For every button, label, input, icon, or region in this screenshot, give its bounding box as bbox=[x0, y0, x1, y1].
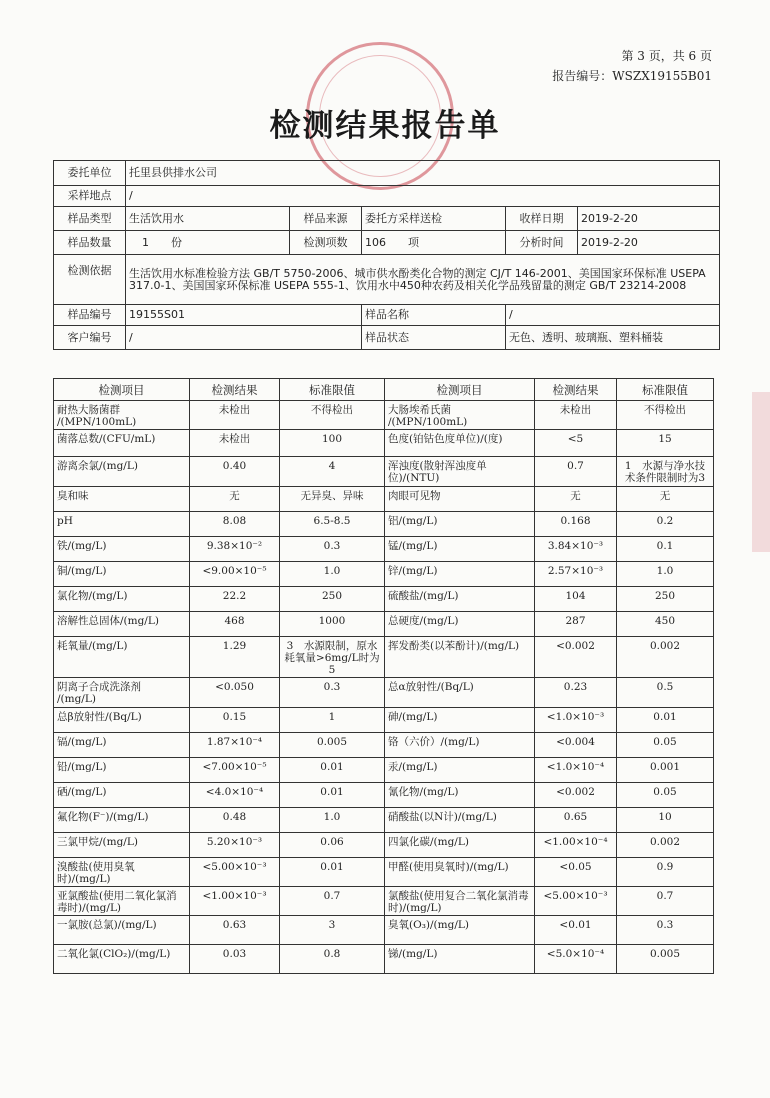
cell-limit: 0.001 bbox=[617, 758, 714, 783]
sample-state-value: 无色、透明、玻璃瓶、塑料桶装 bbox=[506, 326, 720, 350]
cell-limit: 3 水源限制，原水耗氧量>6mg/L时为5 bbox=[280, 637, 385, 678]
cell-result: 0.7 bbox=[535, 457, 617, 487]
sample-name-value: / bbox=[506, 305, 720, 326]
cell-result: 1.87×10⁻⁴ bbox=[190, 733, 280, 758]
cell-item: 总α放射性/(Bq/L) bbox=[385, 678, 535, 708]
test-items-label: 检测项数 bbox=[290, 231, 362, 255]
analysis-date-label: 分析时间 bbox=[506, 231, 578, 255]
cell-limit: 250 bbox=[280, 587, 385, 612]
cell-limit: 0.8 bbox=[280, 945, 385, 974]
cell-result: <7.00×10⁻⁵ bbox=[190, 758, 280, 783]
cell-limit: 1 bbox=[280, 708, 385, 733]
cell-item: 锌/(mg/L) bbox=[385, 562, 535, 587]
cell-item: 氯酸盐(使用复合二氧化氯消毒时)/(mg/L) bbox=[385, 887, 535, 916]
cell-item: 肉眼可见物 bbox=[385, 487, 535, 512]
cell-item: 四氯化碳/(mg/L) bbox=[385, 833, 535, 858]
cell-item: 氰化物/(mg/L) bbox=[385, 783, 535, 808]
sample-info-table bbox=[53, 160, 720, 350]
cell-limit: 0.01 bbox=[617, 708, 714, 733]
page-info bbox=[552, 46, 712, 86]
cell-limit: 250 bbox=[617, 587, 714, 612]
col-header-item-right: 检测项目 bbox=[385, 379, 535, 401]
col-header-result-right: 检测结果 bbox=[535, 379, 617, 401]
cell-result: 5.20×10⁻³ bbox=[190, 833, 280, 858]
cell-item: 阴离子合成洗涤剂 /(mg/L) bbox=[54, 678, 190, 708]
table-row bbox=[54, 587, 714, 612]
cell-limit: 100 bbox=[280, 430, 385, 457]
sample-name-label: 样品名称 bbox=[362, 305, 506, 326]
customer-no-value: / bbox=[126, 326, 362, 350]
table-row bbox=[54, 783, 714, 808]
cell-result: <1.00×10⁻⁴ bbox=[535, 833, 617, 858]
cell-result: 无 bbox=[190, 487, 280, 512]
site-value: / bbox=[126, 186, 720, 207]
cell-item: 大肠埃希氏菌 /(MPN/100mL) bbox=[385, 401, 535, 430]
cell-item: 硒/(mg/L) bbox=[54, 783, 190, 808]
table-row bbox=[54, 512, 714, 537]
cell-item: 三氯甲烷/(mg/L) bbox=[54, 833, 190, 858]
cell-limit: 0.01 bbox=[280, 783, 385, 808]
cell-result: <0.004 bbox=[535, 733, 617, 758]
cell-result: <1.0×10⁻⁴ bbox=[535, 758, 617, 783]
cell-result: 0.65 bbox=[535, 808, 617, 833]
sample-qty-value: 1 份 bbox=[126, 231, 290, 255]
cell-item: 锑/(mg/L) bbox=[385, 945, 535, 974]
cell-item: 总β放射性/(Bq/L) bbox=[54, 708, 190, 733]
results-header-row bbox=[54, 379, 714, 401]
cell-result: 468 bbox=[190, 612, 280, 637]
table-row bbox=[54, 833, 714, 858]
customer-no-label: 客户编号 bbox=[54, 326, 126, 350]
cell-limit: 15 bbox=[617, 430, 714, 457]
cell-limit: 0.005 bbox=[280, 733, 385, 758]
sample-source-label: 样品来源 bbox=[290, 207, 362, 231]
cell-result: <0.002 bbox=[535, 783, 617, 808]
table-row bbox=[54, 733, 714, 758]
cell-limit: 6.5-8.5 bbox=[280, 512, 385, 537]
cell-item: 菌落总数/(CFU/mL) bbox=[54, 430, 190, 457]
cell-result: <4.0×10⁻⁴ bbox=[190, 783, 280, 808]
cell-result: 287 bbox=[535, 612, 617, 637]
table-row bbox=[54, 708, 714, 733]
site-label: 采样地点 bbox=[54, 186, 126, 207]
cell-item: 硫酸盐/(mg/L) bbox=[385, 587, 535, 612]
cell-result: 9.38×10⁻² bbox=[190, 537, 280, 562]
cell-result: 0.03 bbox=[190, 945, 280, 974]
cell-result: <9.00×10⁻⁵ bbox=[190, 562, 280, 587]
cell-result: <5.00×10⁻³ bbox=[535, 887, 617, 916]
cell-limit: 0.01 bbox=[280, 758, 385, 783]
cell-result: <0.01 bbox=[535, 916, 617, 945]
cell-item: 臭和味 bbox=[54, 487, 190, 512]
cell-item: 总硬度/(mg/L) bbox=[385, 612, 535, 637]
cell-limit: 不得检出 bbox=[280, 401, 385, 430]
cell-result: 0.15 bbox=[190, 708, 280, 733]
table-row bbox=[54, 945, 714, 974]
table-row bbox=[54, 457, 714, 487]
sample-state-label: 样品状态 bbox=[362, 326, 506, 350]
sample-no-value: 19155S01 bbox=[126, 305, 362, 326]
cell-result: <0.050 bbox=[190, 678, 280, 708]
cell-limit: 1000 bbox=[280, 612, 385, 637]
cell-limit: 0.2 bbox=[617, 512, 714, 537]
cell-limit: 3 bbox=[280, 916, 385, 945]
cell-result: 0.48 bbox=[190, 808, 280, 833]
cell-limit: 4 bbox=[280, 457, 385, 487]
cell-item: 色度(铂钴色度单位)/(度) bbox=[385, 430, 535, 457]
cell-limit: 0.7 bbox=[280, 887, 385, 916]
cell-item: 硝酸盐(以N计)/(mg/L) bbox=[385, 808, 535, 833]
cell-item: 耗氧量/(mg/L) bbox=[54, 637, 190, 678]
cell-result: 0.23 bbox=[535, 678, 617, 708]
cell-item: 溴酸盐(使用臭氧时)/(mg/L) bbox=[54, 858, 190, 887]
cell-item: 氯化物/(mg/L) bbox=[54, 587, 190, 612]
cell-result: 0.40 bbox=[190, 457, 280, 487]
cell-result: <0.05 bbox=[535, 858, 617, 887]
cell-limit: 0.06 bbox=[280, 833, 385, 858]
table-row bbox=[54, 808, 714, 833]
cell-item: 铁/(mg/L) bbox=[54, 537, 190, 562]
table-row bbox=[54, 537, 714, 562]
cell-limit: 10 bbox=[617, 808, 714, 833]
cell-item: 铜/(mg/L) bbox=[54, 562, 190, 587]
client-label: 委托单位 bbox=[54, 161, 126, 186]
results-table bbox=[53, 378, 714, 974]
cell-item: 氟化物(F⁻)/(mg/L) bbox=[54, 808, 190, 833]
cell-item: 挥发酚类(以苯酚计)/(mg/L) bbox=[385, 637, 535, 678]
cell-limit: 1.0 bbox=[617, 562, 714, 587]
basis-value: 生活饮用水标准检验方法 GB/T 5750-2006、城市供水酚类化合物的测定 CJ/T 146-2001、美国国家环保标准 USEPA 317.0-1、美国国家环保标准 USEPA 555-1、饮用水中450种农药及相关化学品残留量的测定 GB/T 23214-2008 bbox=[126, 255, 720, 305]
cell-result: 0.63 bbox=[190, 916, 280, 945]
cell-result: <0.002 bbox=[535, 637, 617, 678]
cell-item: 镉/(mg/L) bbox=[54, 733, 190, 758]
sample-type-value: 生活饮用水 bbox=[126, 207, 290, 231]
basis-label: 检测依据 bbox=[54, 255, 126, 305]
cell-limit: 0.5 bbox=[617, 678, 714, 708]
sample-qty-label: 样品数量 bbox=[54, 231, 126, 255]
cell-item: 砷/(mg/L) bbox=[385, 708, 535, 733]
cell-limit: 0.01 bbox=[280, 858, 385, 887]
cell-limit: 0.3 bbox=[280, 678, 385, 708]
edge-seal-stamp bbox=[752, 392, 770, 552]
table-row bbox=[54, 678, 714, 708]
cell-item: 甲醛(使用臭氧时)/(mg/L) bbox=[385, 858, 535, 887]
cell-item: 亚氯酸盐(使用二氧化氯消毒时)/(mg/L) bbox=[54, 887, 190, 916]
col-header-result-left: 检测结果 bbox=[190, 379, 280, 401]
col-header-limit-right: 标准限值 bbox=[617, 379, 714, 401]
receive-date-label: 收样日期 bbox=[506, 207, 578, 231]
cell-item: 汞/(mg/L) bbox=[385, 758, 535, 783]
cell-limit: 1.0 bbox=[280, 808, 385, 833]
cell-result: <1.0×10⁻³ bbox=[535, 708, 617, 733]
cell-result: <5 bbox=[535, 430, 617, 457]
cell-result: 未检出 bbox=[535, 401, 617, 430]
cell-limit: 0.05 bbox=[617, 783, 714, 808]
cell-limit: 1 水源与净水技术条件限制时为3 bbox=[617, 457, 714, 487]
cell-item: 浑浊度(散射浑浊度单位)/(NTU) bbox=[385, 457, 535, 487]
cell-limit: 0.05 bbox=[617, 733, 714, 758]
table-row bbox=[54, 916, 714, 945]
page-title: 检测结果报告单 bbox=[269, 108, 501, 144]
cell-item: 耐热大肠菌群 /(MPN/100mL) bbox=[54, 401, 190, 430]
cell-result: 104 bbox=[535, 587, 617, 612]
cell-result: 2.57×10⁻³ bbox=[535, 562, 617, 587]
cell-limit: 0.7 bbox=[617, 887, 714, 916]
cell-result: 8.08 bbox=[190, 512, 280, 537]
cell-item: 铅/(mg/L) bbox=[54, 758, 190, 783]
cell-limit: 450 bbox=[617, 612, 714, 637]
cell-result: 未检出 bbox=[190, 430, 280, 457]
cell-result: <1.00×10⁻³ bbox=[190, 887, 280, 916]
cell-limit: 0.002 bbox=[617, 833, 714, 858]
cell-limit: 0.9 bbox=[617, 858, 714, 887]
client-value: 托里县供排水公司 bbox=[126, 161, 720, 186]
cell-result: <5.00×10⁻³ bbox=[190, 858, 280, 887]
table-row bbox=[54, 430, 714, 457]
cell-limit: 0.005 bbox=[617, 945, 714, 974]
report-number: 报告编号：WSZX19155B01 bbox=[552, 69, 712, 83]
receive-date-value: 2019-2-20 bbox=[578, 207, 720, 231]
cell-limit: 不得检出 bbox=[617, 401, 714, 430]
cell-item: 一氯胺(总氯)/(mg/L) bbox=[54, 916, 190, 945]
cell-limit: 无异臭、异味 bbox=[280, 487, 385, 512]
analysis-date-value: 2019-2-20 bbox=[578, 231, 720, 255]
cell-result: 0.168 bbox=[535, 512, 617, 537]
table-row bbox=[54, 637, 714, 678]
cell-item: 锰/(mg/L) bbox=[385, 537, 535, 562]
table-row bbox=[54, 887, 714, 916]
cell-item: 铬（六价）/(mg/L) bbox=[385, 733, 535, 758]
cell-limit: 0.1 bbox=[617, 537, 714, 562]
table-row bbox=[54, 758, 714, 783]
sample-source-value: 委托方采样送检 bbox=[362, 207, 506, 231]
cell-result: 1.29 bbox=[190, 637, 280, 678]
cell-limit: 0.002 bbox=[617, 637, 714, 678]
table-row bbox=[54, 401, 714, 430]
cell-result: <5.0×10⁻⁴ bbox=[535, 945, 617, 974]
test-items-value: 106 项 bbox=[362, 231, 506, 255]
cell-limit: 0.3 bbox=[617, 916, 714, 945]
page-number: 第 3 页，共 6 页 bbox=[621, 49, 712, 63]
cell-item: 臭氧(O₃)/(mg/L) bbox=[385, 916, 535, 945]
cell-item: 溶解性总固体/(mg/L) bbox=[54, 612, 190, 637]
cell-item: 游离余氯/(mg/L) bbox=[54, 457, 190, 487]
cell-result: 3.84×10⁻³ bbox=[535, 537, 617, 562]
cell-item: pH bbox=[54, 512, 190, 537]
cell-item: 铝/(mg/L) bbox=[385, 512, 535, 537]
table-row bbox=[54, 612, 714, 637]
cell-result: 未检出 bbox=[190, 401, 280, 430]
cell-result: 无 bbox=[535, 487, 617, 512]
col-header-limit-left: 标准限值 bbox=[280, 379, 385, 401]
sample-type-label: 样品类型 bbox=[54, 207, 126, 231]
table-row bbox=[54, 562, 714, 587]
cell-limit: 无 bbox=[617, 487, 714, 512]
cell-result: 22.2 bbox=[190, 587, 280, 612]
table-row bbox=[54, 487, 714, 512]
cell-limit: 1.0 bbox=[280, 562, 385, 587]
table-row bbox=[54, 858, 714, 887]
col-header-item-left: 检测项目 bbox=[54, 379, 190, 401]
sample-no-label: 样品编号 bbox=[54, 305, 126, 326]
cell-item: 二氧化氯(ClO₂)/(mg/L) bbox=[54, 945, 190, 974]
cell-limit: 0.3 bbox=[280, 537, 385, 562]
